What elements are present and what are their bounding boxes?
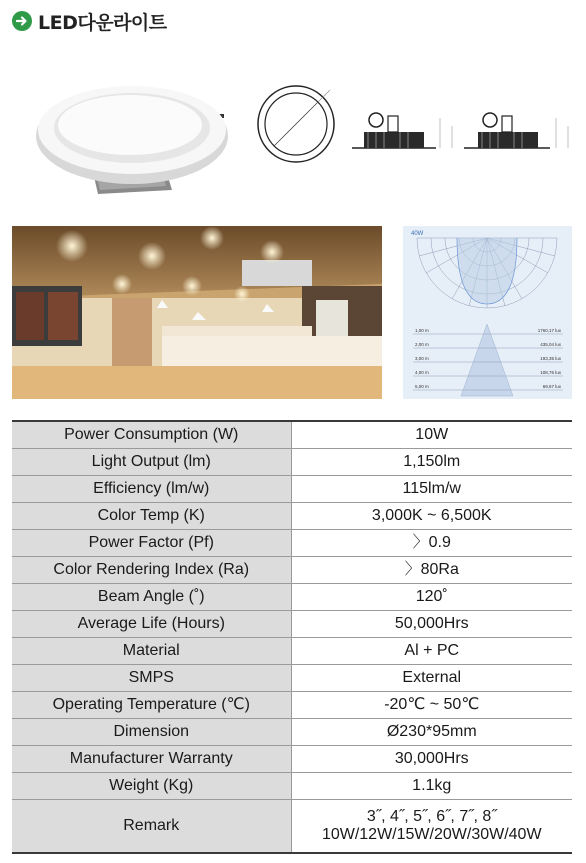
spec-label: Color Rendering Index (Ra): [12, 556, 291, 583]
spec-value: 115lm/w: [291, 475, 572, 502]
spec-table: [12, 420, 572, 854]
spec-label: SMPS: [12, 664, 291, 691]
distance-label: 5,00 m: [415, 384, 429, 389]
spec-value: External: [291, 664, 572, 691]
spec-label: Manufacturer Warranty: [12, 745, 291, 772]
spec-value: Ø230*95mm: [291, 718, 572, 745]
spec-label: Light Output (lm): [12, 448, 291, 475]
illuminance-label: 435,04 lux: [540, 342, 561, 347]
spec-row: [12, 421, 572, 448]
spec-value: 50,000Hrs: [291, 610, 572, 637]
spec-label: Material: [12, 637, 291, 664]
spec-row: [12, 664, 572, 691]
spec-value: 〉80Ra: [291, 556, 572, 583]
distance-label: 3,00 m: [415, 356, 429, 361]
spec-row-remark: [12, 799, 572, 853]
spec-value: Al + PC: [291, 637, 572, 664]
spec-row: [12, 610, 572, 637]
illuminance-label: 193,35 lux: [540, 356, 561, 361]
side-view-drawing: [464, 102, 576, 158]
spec-row: [12, 745, 572, 772]
spec-row: [12, 583, 572, 610]
page-title: LED다운라이트: [38, 11, 167, 34]
spec-label: Beam Angle (˚): [12, 583, 291, 610]
spec-label: Efficiency (lm/w): [12, 475, 291, 502]
polar-distribution-diagram: [403, 226, 572, 399]
spec-value: 〉0.9: [291, 529, 572, 556]
spec-label: Operating Temperature (℃): [12, 691, 291, 718]
spec-label: Average Life (Hours): [12, 610, 291, 637]
spec-row: [12, 502, 572, 529]
spec-value: 30,000Hrs: [291, 745, 572, 772]
interior-photo: [12, 226, 382, 399]
spec-label: Remark: [12, 799, 291, 853]
spec-row: [12, 556, 572, 583]
spec-value: 1.1kg: [291, 772, 572, 799]
spec-row: [12, 718, 572, 745]
spec-value-remark: [291, 799, 572, 853]
spec-row: [12, 448, 572, 475]
spec-label: Color Temp (K): [12, 502, 291, 529]
spec-row: [12, 691, 572, 718]
illuminance-label: 69,67 lux: [542, 384, 561, 389]
front-view-drawing: [256, 84, 336, 164]
spec-value: 1,150lm: [291, 448, 572, 475]
spec-label: Power Consumption (W): [12, 421, 291, 448]
spec-value: 3,000K ~ 6,500K: [291, 502, 572, 529]
spec-value: -20℃ ~ 50℃: [291, 691, 572, 718]
spec-value: 10W: [291, 421, 572, 448]
product-images: [0, 60, 586, 200]
spec-row: [12, 475, 572, 502]
distance-label: 1,00 m: [415, 328, 429, 333]
distance-label: 2,00 m: [415, 342, 429, 347]
illuminance-label: 1760,17 lux: [537, 328, 561, 333]
side-view-drawing: [352, 102, 460, 158]
spec-row: [12, 637, 572, 664]
illuminance-label: 108,76 lux: [540, 370, 561, 375]
power-label: 40W: [411, 231, 424, 237]
spec-label: Weight (Kg): [12, 772, 291, 799]
downlight-product-photo: [34, 78, 228, 198]
spec-row: [12, 529, 572, 556]
remark-wattages: 10W/12W/15W/20W/30W/40W: [321, 825, 542, 843]
remark-sizes: 3˝, 4˝, 5˝, 6˝, 7˝, 8˝: [366, 807, 497, 825]
spec-row: [12, 772, 572, 799]
light-distribution-chart: [403, 226, 572, 399]
arrow-right-circle-icon: [12, 11, 32, 31]
spec-label: Dimension: [12, 718, 291, 745]
spec-label: Power Factor (Pf): [12, 529, 291, 556]
page-header: [12, 8, 167, 34]
application-images: [0, 226, 586, 401]
spec-value: 120˚: [291, 583, 572, 610]
distance-label: 4,00 m: [415, 370, 429, 375]
